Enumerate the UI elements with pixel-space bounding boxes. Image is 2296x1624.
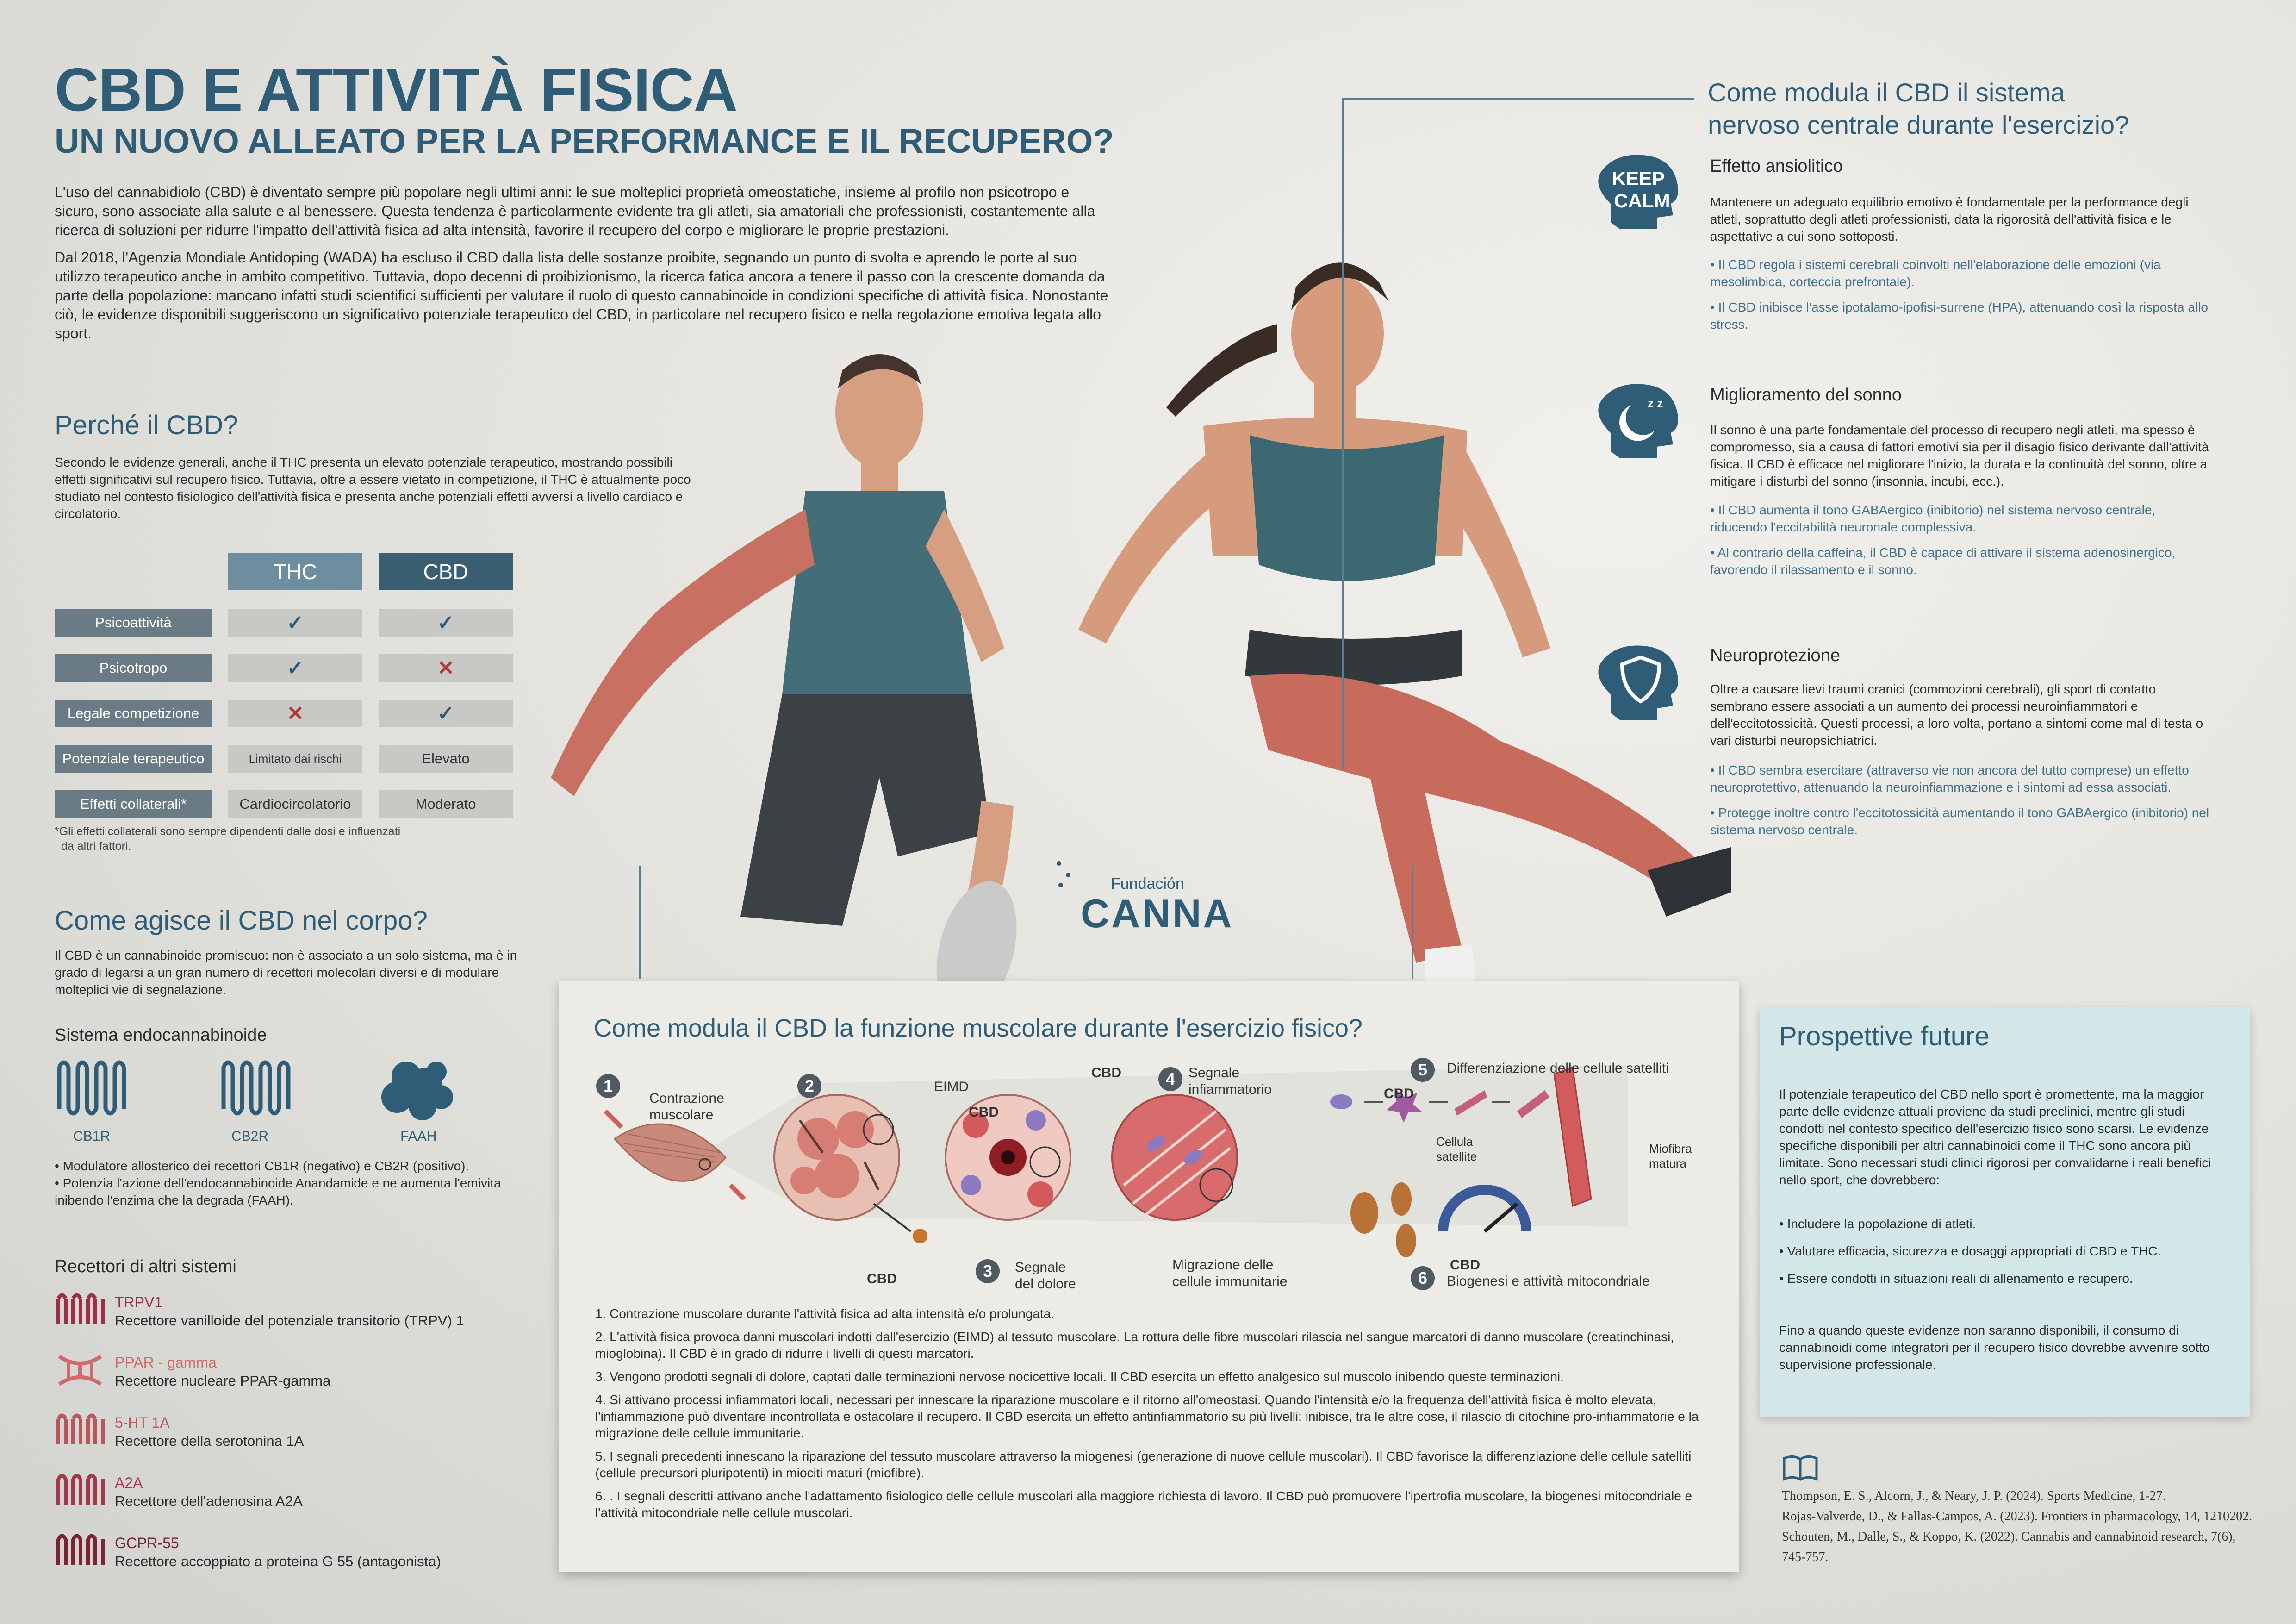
- step-label-line: infiammatorio: [1188, 1082, 1272, 1097]
- cbd-tag: CBD: [1384, 1086, 1414, 1101]
- book-icon: [1782, 1454, 1819, 1481]
- page-title: CBD E ATTIVITÀ FISICA: [55, 56, 737, 124]
- intro-paragraph-2: Dal 2018, l'Agenzia Mondiale Antidoping (WADA) ha escluso il CBD dalla lista delle sostanze proibite, segnando un punto di svolta e aprendo le porte al suo utilizzo terapeutico anche in ambito competitivo. Tuttavia, dopo decenni di proibizionismo, la ricerca fatica ancora a tenere il passo con la crescente domanda da parte della popolazione: mancano infatti studi scientifici sufficienti per valutare il ruolo di questo cannabinoide in condizioni specifiche di attività fisica. Nonostante ciò, le evidenze disponibili suggeriscono un significativo potenziale terapeutico del CBD, in particolare nel recupero fisico e nella regolazione emotiva legata allo sport.: [55, 249, 1108, 342]
- references: [1782, 1486, 2272, 1568]
- muscle-descriptions: [595, 1305, 1706, 1521]
- step-label-line: del dolore: [1015, 1276, 1076, 1292]
- satellite-label-line: Cellula: [1436, 1135, 1473, 1149]
- keep-calm-text: CALM: [1614, 190, 1670, 212]
- satellite-cell-icon: [1112, 1095, 1237, 1220]
- eimd-cell-icon: [774, 1095, 899, 1220]
- cross-icon: ✕: [228, 700, 362, 727]
- ecs-bullet: • Modulatore allosterico dei recettori CB1R (negativo) e CB2R (positivo).: [55, 1159, 469, 1173]
- list-item: [55, 1532, 541, 1593]
- cns-title-line: nervoso centrale durante l'esercizio?: [1708, 110, 2129, 139]
- cns-section-text: Oltre a causare lievi traumi cranici (commozioni cerebrali), gli sport di contatto sembrano essere associati a un aumento dei processi neuroinfiammatori e dell'eccitotossicità. Questi processi, a loro volta, portano a sintomi come mal di testa o vari disturbi neuropsichiatrici.: [1710, 682, 2203, 748]
- myofiber-label-line: Miofibra: [1649, 1142, 1692, 1156]
- step-description: 4. Si attivano processi infiammatori locali, necessari per innescare la riparazione muscolare e il ritorno all'omeostasi. Quando l'intensità e/o la frequenza dell'attività fisica è molto elevata, l'infiammazione può diventare incontrollata e ostacolare il recupero. Il CBD esercita un effetto antinfiammatorio su più livelli: inibisce, tra le altre cose, il rilascio di citochine pro-infiammatorie e la migrazione delle cellule immunitarie.: [595, 1393, 1699, 1440]
- receptor-icon: [55, 1412, 106, 1449]
- brand-line-1: Fundación: [1111, 875, 1184, 893]
- check-icon: ✓: [379, 700, 513, 727]
- check-icon: ✓: [228, 654, 362, 682]
- receptor-icon: [55, 1532, 106, 1569]
- future-closing: Fino a quando queste evidenze non saranno disponibili, il consumo di cannabinoidi come integratori per il recupero fisico dovrebbe avvenire sotto supervisione professionale.: [1779, 1323, 2210, 1372]
- footnote-line: da altri fattori.: [61, 840, 131, 853]
- step-label: EIMD: [934, 1079, 969, 1094]
- receptor-list: [55, 1292, 541, 1593]
- reference-item: Thompson, E. S., Alcorn, J., & Neary, J. P. (2024). Sports Medicine, 1-27.: [1782, 1489, 2166, 1503]
- muscle-diagram: [578, 1046, 1725, 1268]
- cb2r-receptor-icon: [224, 1062, 288, 1113]
- connector-line: [1412, 866, 1413, 979]
- list-item: [55, 1472, 541, 1532]
- step-label-line: Segnale: [1015, 1260, 1066, 1275]
- step-label-line: Contrazione: [649, 1091, 724, 1106]
- cbd-tag: CBD: [1091, 1065, 1121, 1081]
- step-description: 5. I segnali precedenti innescano la riparazione del tessuto muscolare attraverso la miogenesi (generazione di nuove cellule muscolari). Il CBD favorisce la differenziazione delle cellule satelliti (cellule precursori pluripotenti) in miociti maturi (miofibre).: [595, 1449, 1692, 1480]
- intro-paragraph-1: L'uso del cannabidiolo (CBD) è diventato sempre più popolare negli ultimi anni: le sue molteplici proprietà omeostatiche, insieme al profilo non psicotropo e sicuro, sono associate alla salute e al benessere. Questa tendenza è particolarmente evidente tra gli atleti, sia amatoriali che professionisti, costantemente alla ricerca di soluzioni per ridurre l'impatto dell'attività fisica ad alta intensità, favorire il recupero del corpo e migliorare le proprie prestazioni.: [55, 184, 1095, 238]
- step-description: 6. . I segnali descritti attivano anche l'adattamento fisiologico delle cellule muscolari alla maggiore richiesta di lavoro. Il CBD può promuovere l'ipertrofia muscolare, la biogenesi mitocondriale e l'attività mitocondriale nelle cellule muscolari.: [595, 1489, 1692, 1520]
- step-number: 4: [1158, 1067, 1182, 1091]
- cns-section-bullets: [1710, 762, 2215, 838]
- faah-enzyme-icon: [381, 1062, 453, 1120]
- myofiber-label: [1649, 1141, 1692, 1171]
- step-label-line: Segnale: [1188, 1065, 1240, 1081]
- brand-logo: CANNA: [1081, 892, 1234, 936]
- migration-label: [1172, 1257, 1287, 1290]
- receptor-desc: Recettore nucleare PPAR-gamma: [115, 1373, 331, 1389]
- receptor-name: 5-HT 1A: [115, 1414, 170, 1431]
- inflammation-cell-icon: [946, 1095, 1070, 1220]
- cns-section-title: Effetto ansiolitico: [1710, 156, 1843, 176]
- cns-section-bullets: [1710, 256, 2215, 333]
- satellite-label: [1436, 1134, 1477, 1164]
- receptor-name: GCPR-55: [115, 1535, 179, 1551]
- migration-label-line: cellule immunitarie: [1172, 1274, 1288, 1289]
- cns-bullet: • Il CBD inibisce l'asse ipotalamo-ipofisi-surrene (HPA), attenuando così la risposta allo stress.: [1710, 300, 2208, 331]
- receptor-name: A2A: [115, 1474, 143, 1491]
- cns-bullet: • Protegge inoltre contro l'eccitotossicità aumentando il tono GABAergico (inibitorio) nel sistema nervoso centrale.: [1710, 806, 2209, 837]
- page-subtitle: UN NUOVO ALLEATO PER LA PERFORMANCE E IL RECUPERO?: [55, 122, 1114, 160]
- why-title: Perché il CBD?: [55, 410, 238, 440]
- receptor-desc: Recettore dell'adenosina A2A: [115, 1493, 303, 1509]
- step-description: 1. Contrazione muscolare durante l'attività fisica ad alta intensità e/o prolungata.: [595, 1306, 1055, 1321]
- muscle-title: Come modula il CBD la funzione muscolare durante l'esercizio fisico?: [594, 1014, 1363, 1042]
- step-number: 5: [1411, 1058, 1435, 1082]
- ecs-diagram: [55, 1058, 508, 1132]
- step-label: [1015, 1259, 1076, 1293]
- step-label: Differenziazione delle cellule satelliti: [1447, 1061, 1669, 1076]
- cns-bullet: • Il CBD sembra esercitare (attraverso vie non ancora del tutto comprese) un effetto neuroprotettivo, attenuando la neuroinfiammazione e i sintomi ad essa associati.: [1710, 763, 2189, 794]
- step-number: 6: [1411, 1266, 1435, 1290]
- head-shield-icon: [1592, 643, 1685, 722]
- svg-text:z z: z z: [1648, 396, 1663, 410]
- step-description: 2. L'attività fisica provoca danni muscolari indotti dall'esercizio (EIMD) al tessuto muscolare. La rottura delle fibre muscolari rilascia nel sangue marcatori di danno muscolare (creatinchinasi, mioglobina). Il CBD è in grado di ridurre i livelli di questi marcatori.: [595, 1330, 1674, 1361]
- footnote-line: *Gli effetti collaterali sono sempre dipendenti dalle dosi e influenzati: [55, 825, 401, 838]
- table-cell: Moderato: [379, 790, 513, 818]
- male-athlete: [551, 354, 1030, 1026]
- cns-section-bullets: [1710, 501, 2215, 578]
- receptor-name: TRPV1: [115, 1294, 163, 1311]
- other-receptors-title: Recettori di altri sistemi: [55, 1257, 236, 1276]
- table-footnote: [55, 824, 400, 854]
- table-row-label: Potenziale terapeutico: [55, 745, 212, 773]
- how-title: Come agisce il CBD nel corpo?: [55, 906, 428, 936]
- comparison-table: [55, 553, 517, 831]
- future-bullet: • Includere la popolazione di atleti.: [1779, 1217, 1976, 1231]
- cbd-tag: CBD: [969, 1105, 999, 1120]
- step-label: [649, 1090, 724, 1124]
- migration-label-line: Migrazione delle: [1172, 1257, 1274, 1273]
- reference-item: 745-757.: [1782, 1550, 1829, 1564]
- cns-section-title: Neuroprotezione: [1710, 646, 1840, 665]
- table-row-label: Legale competizione: [55, 700, 212, 727]
- future-title: Prospettive future: [1779, 1021, 1990, 1051]
- receptor-desc: Recettore vanilloide del potenziale transitorio (TRPV) 1: [115, 1312, 464, 1329]
- check-icon: ✓: [228, 609, 362, 637]
- receptor-icon: [55, 1472, 106, 1509]
- ecs-label-cb1r: CB1R: [73, 1129, 111, 1144]
- dna-icon: [55, 1352, 106, 1389]
- future-bullets: [1779, 1215, 2233, 1287]
- list-item: [55, 1292, 541, 1352]
- receptor-icon: [55, 1292, 106, 1329]
- reference-item: Schouten, M., Dalle, S., & Koppo, K. (2022). Cannabis and cannabinoid research, 7(6),: [1782, 1530, 2236, 1544]
- table-header-cbd: CBD: [379, 553, 513, 590]
- ecs-label-faah: FAAH: [400, 1129, 437, 1144]
- future-text: Il potenziale terapeutico del CBD nello sport è promettente, ma la maggior parte delle evidenze attuali proviene da studi preclinici, mentre gli studi condotti nel contesto specifico dell'esercizio fisico sono scarsi. Le evidenze specifiche disponibili per altri cannabinoidi come il THC sono ancora più limitate. Sono necessari studi clinici rigorosi per convalidarne i reali benefici nello sport, che dovrebbero:: [1779, 1087, 2211, 1187]
- ecs-title: Sistema endocannabinoide: [55, 1025, 267, 1045]
- table-row-label: Effetti collaterali*: [55, 790, 212, 818]
- cross-icon: ✕: [379, 654, 513, 682]
- cns-bullet: • Il CBD regola i sistemi cerebrali coinvolti nell'elaborazione delle emozioni (via mesolimbica, corteccia prefrontale).: [1710, 257, 2161, 289]
- check-icon: ✓: [379, 609, 513, 637]
- satellite-label-line: satellite: [1436, 1149, 1477, 1163]
- muscle-fiber-icon: [605, 1111, 744, 1199]
- cns-section-text: Mantenere un adeguato equilibrio emotivo è fondamentale per la performance degli atleti, soprattutto degli atleti professionisti, data la rigorosità dell'attività fisica e le aspettative a cui sono sottoposti.: [1710, 195, 2189, 244]
- receptor-name: PPAR - gamma: [115, 1354, 217, 1371]
- myofiber-label-line: matura: [1649, 1156, 1686, 1170]
- ecs-label-cb2r: CB2R: [231, 1129, 269, 1144]
- table-row-label: Psicotropo: [55, 654, 212, 682]
- cns-title: [1708, 76, 2129, 141]
- future-bullet: • Essere condotti in situazioni reali di allenamento e recupero.: [1779, 1271, 2133, 1286]
- head-sleep-icon: [1592, 382, 1685, 461]
- connector-line: [639, 866, 641, 979]
- table-cell: Cardiocircolatorio: [228, 790, 362, 818]
- cns-title-line: Come modula il CBD il sistema: [1708, 78, 2065, 107]
- connector-line: [1342, 98, 1344, 769]
- ecs-bullet: • Potenzia l'azione dell'endocannabinoide Anandamide e ne aumenta l'emivita inibendo l'enzima che la degrada (FAAH).: [55, 1176, 501, 1207]
- cns-section-title: Miglioramento del sonno: [1710, 385, 1902, 405]
- table-cell: Limitato dai rischi: [228, 745, 362, 773]
- cns-section-text: Il sonno è una parte fondamentale del processo di recupero negli atleti, ma spesso è compromesso, sia a causa di fattori emotivi sia per il disagio fisico derivante dall'attività fisica. Il CBD è efficace nel migliorare l'inizio, la durata e la continuità del sonno, oltre a mitigare i disturbi del sonno (insonnia, incubi, ecc.).: [1710, 423, 2209, 488]
- step-label: Biogenesi e attività mitocondriale: [1447, 1274, 1650, 1289]
- receptor-desc: Recettore accoppiato a proteina G 55 (antagonista): [115, 1553, 441, 1569]
- step-number: 3: [976, 1259, 1000, 1283]
- cns-bullet: • Al contrario della caffeina, il CBD è capace di attivare il sistema adenosinergico, favorendo il rilassamento e il sonno.: [1710, 545, 2176, 577]
- step-number: 2: [797, 1074, 821, 1098]
- keep-calm-text: KEEP: [1612, 168, 1665, 189]
- cbd-tag: CBD: [867, 1271, 897, 1287]
- list-item: [55, 1352, 541, 1412]
- table-row-label: Psicoattività: [55, 609, 212, 637]
- step-description: 3. Vengono prodotti segnali di dolore, captati dalle terminazioni nervose nocicettive locali. Il CBD esercita un effetto analgesico sul muscolo inibendo queste terminazioni.: [595, 1369, 1564, 1384]
- cb1r-receptor-icon: [59, 1062, 124, 1113]
- future-bullet: • Valutare efficacia, sicurezza e dosaggi appropriati di CBD e THC.: [1779, 1244, 2161, 1258]
- cbd-tag: CBD: [1450, 1257, 1480, 1273]
- table-header-thc: THC: [228, 553, 362, 590]
- future-panel: [1760, 1007, 2250, 1417]
- list-item: [55, 1412, 541, 1472]
- head-keep-calm-icon: [1592, 153, 1685, 231]
- step-label: [1188, 1065, 1272, 1098]
- why-text: Secondo le evidenze generali, anche il THC presenta un elevato potenziale terapeutico, mostrando possibili effetti significativi sul recupero fisico. Tuttavia, oltre a essere vietato in competizione, il THC è attualmente poco studiato nel contesto fisiologico dell'attività fisica e presenta anche potenziali effetti avversi a livello cardiaco e circolatorio.: [55, 455, 691, 521]
- cns-bullet: • Il CBD aumenta il tono GABAergico (inibitorio) nel sistema nervoso centrale, riducendo l'eccitabilità neuronale complessiva.: [1710, 503, 2156, 534]
- muscle-panel: [559, 981, 1739, 1572]
- connector-line: [1342, 98, 1694, 100]
- table-cell: Elevato: [379, 745, 513, 773]
- receptor-desc: Recettore della serotonina 1A: [115, 1433, 304, 1449]
- logo-dots-icon: [1054, 856, 1082, 893]
- step-label-line: muscolare: [649, 1107, 714, 1123]
- ecs-bullets: [55, 1157, 531, 1209]
- how-text: Il CBD è un cannabinoide promiscuo: non è associato a un solo sistema, ma è in grado di legarsi a un gran numero di recettori molecolari diversi e di modulare molteplici vie di segnalazione.: [55, 948, 517, 997]
- step-number: 1: [596, 1074, 620, 1098]
- reference-item: Rojas-Valverde, D., & Fallas-Campos, A. (2023). Frontiers in pharmacology, 14, 1210202.: [1782, 1509, 2252, 1524]
